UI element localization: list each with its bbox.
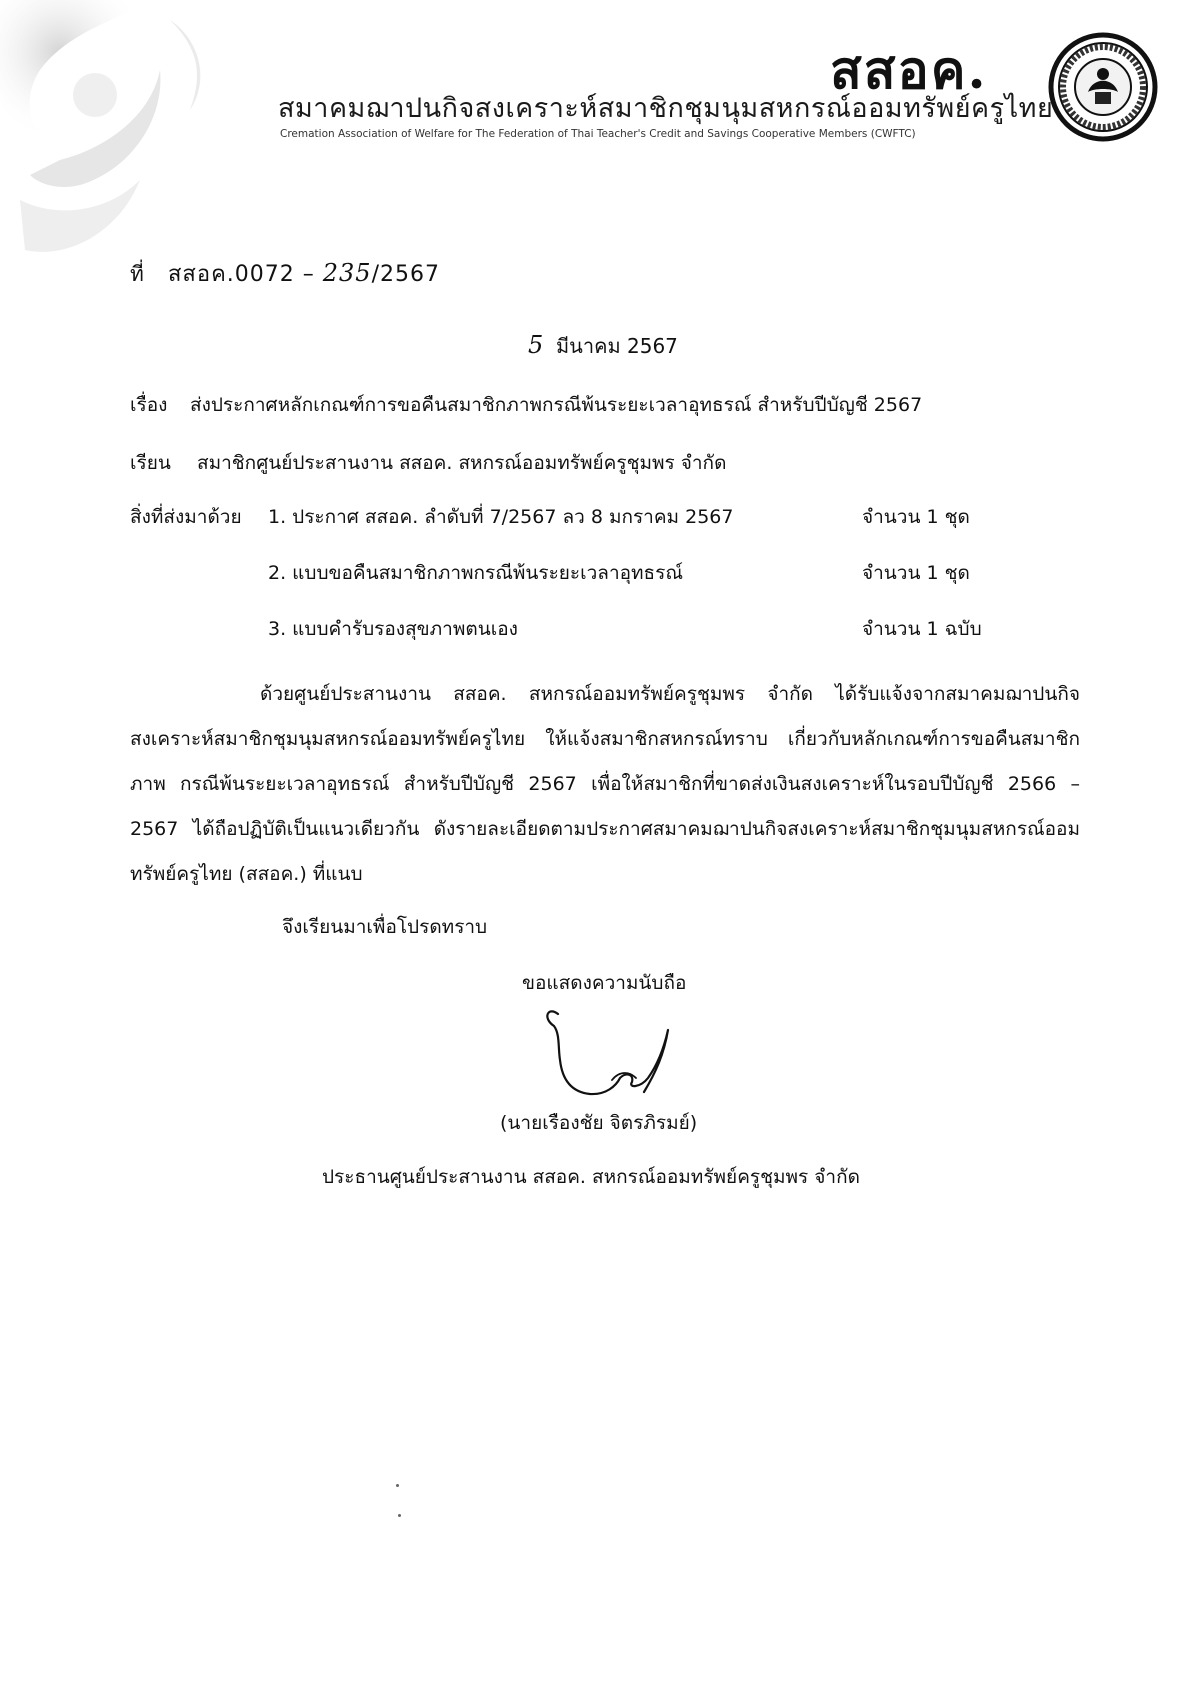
swirl-watermark-icon (0, 0, 260, 280)
reference-label: ที่ (130, 262, 144, 286)
association-seal-icon (1048, 32, 1158, 142)
closing-regards: ขอแสดงความนับถือ (522, 972, 687, 994)
enclosure-item: 2. แบบขอคืนสมาชิกภาพกรณีพ้นระยะเวลาอุทธรณ์ (268, 562, 683, 584)
scan-speck (398, 1514, 401, 1517)
signatory-name: (นายเรืองชัย จิตรภิรมย์) (500, 1112, 698, 1134)
enclosure-quantity: จำนวน 1 ชุด (862, 562, 970, 584)
recipient-text: สมาชิกศูนย์ประสานงาน สสอค. สหกรณ์ออมทรัพย์ครูชุมพร จำกัด (197, 452, 727, 474)
handwritten-signature (540, 1000, 740, 1105)
recipient-label: เรียน (130, 452, 171, 474)
organization-name-english: Cremation Association of Welfare for The Federation of Thai Teacher's Credit and Savings Cooperative Members (CWFTC) (280, 128, 916, 140)
closing-request: จึงเรียนมาเพื่อโปรดทราบ (282, 916, 488, 938)
signatory-title: ประธานศูนย์ประสานงาน สสอค. สหกรณ์ออมทรัพย์ครูชุมพร จำกัด (322, 1166, 860, 1188)
enclosures-label: สิ่งที่ส่งมาด้วย (130, 506, 242, 528)
scan-speck (396, 1484, 399, 1487)
subject-text: ส่งประกาศหลักเกณฑ์การขอคืนสมาชิกภาพกรณีพ้นระยะเวลาอุทธรณ์ สำหรับปีบัญชี 2567 (190, 394, 923, 416)
enclosure-item: 3. แบบคำรับรองสุขภาพตนเอง (268, 618, 518, 640)
organization-name-thai: สมาคมฌาปนกิจสงเคราะห์สมาชิกชุมนุมสหกรณ์ออมทรัพย์ครูไทย (278, 93, 1054, 124)
date-day-handwritten: 5 (528, 331, 544, 359)
enclosure-item: 1. ประกาศ สสอค. ลำดับที่ 7/2567 ลว 8 มกราคม 2567 (268, 506, 734, 528)
enclosure-quantity: จำนวน 1 ชุด (862, 506, 970, 528)
association-abbreviation: สสอค. (830, 40, 988, 101)
reference-handwritten-number: 235 (322, 259, 372, 287)
letter-date (528, 330, 678, 362)
date-month-year: มีนาคม 2567 (556, 334, 678, 358)
subject-label: เรื่อง (130, 394, 168, 416)
enclosure-quantity: จำนวน 1 ฉบับ (862, 618, 982, 640)
letter-body-paragraph: ด้วยศูนย์ประสานงาน สสอค. สหกรณ์ออมทรัพย์ครูชุมพร จำกัด ได้รับแจ้งจากสมาคมฌาปนกิจสงเคราะห์สมาชิกชุมนุมสหกรณ์ออมทรัพย์ครูไทย ให้แจ้งสมาชิกสหกรณ์ทราบ เกี่ยวกับหลักเกณฑ์การขอคืนสมาชิกภาพ กรณีพ้นระยะเวลาอุทธรณ์ สำหรับปีบัญชี 2567 เพื่อให้สมาชิกที่ขาดส่งเงินสงเคราะห์ในรอบปีบัญชี 2566 – 2567 ได้ถือปฏิบัติเป็นแนวเดียวกัน ดังรายละเอียดตามประกาศสมาคมฌาปนกิจสงเคราะห์สมาชิกชุมนุมสหกรณ์ออมทรัพย์ครูไทย (สสอค.) ที่แนบ (130, 683, 1080, 885)
reference-suffix: /2567 (371, 262, 440, 287)
reference-prefix: สสอค.0072 – (168, 262, 315, 287)
reference-number (168, 256, 440, 291)
